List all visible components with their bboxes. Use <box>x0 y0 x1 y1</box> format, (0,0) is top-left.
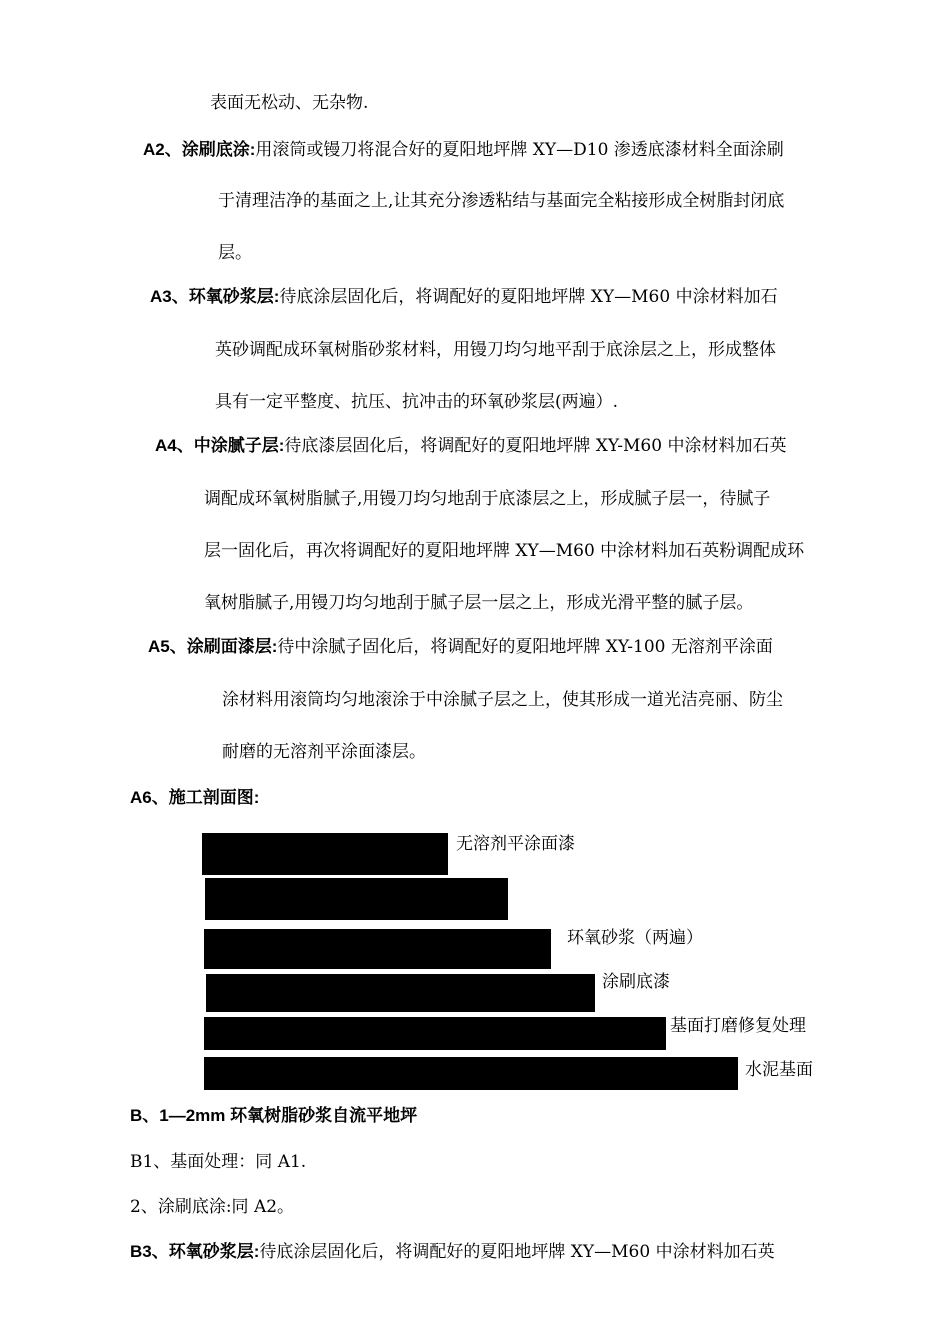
text-line: 待底涂层固化后，将调配好的夏阳地坪牌 XY—M60 中涂材料加石英 <box>259 1242 775 1262</box>
text-line: 具有一定平整度、抗压、抗冲击的环氧砂浆层(两遍）. <box>215 392 619 412</box>
section-heading: A5、涂刷面漆层: <box>148 637 278 656</box>
layer-bar-primer <box>206 974 595 1012</box>
text-line: 于清理洁净的基面之上,让其充分渗透粘结与基面完全粘接形成全树脂封闭底 <box>218 191 785 211</box>
text-line: 层。 <box>218 243 252 263</box>
layer-bar-substrate-prep <box>204 1017 666 1050</box>
section-heading: A3、环氧砂浆层: <box>150 287 280 306</box>
text-line: 层一固化后，再次将调配好的夏阳地坪牌 XY—M60 中涂材料加石英粉调配成环 <box>204 541 805 561</box>
text-line: 待中涂腻子固化后，将调配好的夏阳地坪牌 XY-100 无溶剂平涂面 <box>277 637 773 657</box>
layer-label: 无溶剂平涂面漆 <box>456 834 575 854</box>
layer-label: 基面打磨修复处理 <box>670 1016 806 1036</box>
section-heading: A2、涂刷底涂: <box>143 140 256 159</box>
section-heading: B3、环氧砂浆层: <box>130 1242 260 1261</box>
layer-label: 环氧砂浆（两遍） <box>567 928 703 948</box>
layer-bar-putty <box>205 878 508 920</box>
section-a5 <box>148 636 773 658</box>
layer-label: 水泥基面 <box>745 1060 813 1080</box>
text-line: 耐磨的无溶剂平涂面漆层。 <box>222 742 426 762</box>
section-a3 <box>150 286 778 308</box>
text-line: B1、基面处理：同 A1. <box>130 1152 307 1172</box>
section-heading-a6: A6、施工剖面图: <box>130 788 260 807</box>
section-heading: A4、中涂腻子层: <box>155 436 285 455</box>
text-line: 待底漆层固化后，将调配好的夏阳地坪牌 XY-M60 中涂材料加石英 <box>284 436 787 456</box>
text-line: 表面无松动、无杂物. <box>210 93 369 113</box>
section-b-title: B、1—2mm 环氧树脂砂浆自流平地坪 <box>130 1106 418 1125</box>
text-line: 调配成环氧树脂腻子,用镘刀均匀地刮于底漆层之上，形成腻子层一，待腻子 <box>204 489 771 509</box>
text-line: 2、涂刷底涂:同 A2。 <box>130 1197 295 1217</box>
layer-bar-topcoat <box>202 833 448 875</box>
text-line: 氧树脂腻子,用镘刀均匀地刮于腻子层一层之上，形成光滑平整的腻子层。 <box>204 593 754 613</box>
text-line: 用滚筒或镘刀将混合好的夏阳地坪牌 XY—D10 渗透底漆材料全面涂刷 <box>255 140 784 160</box>
layer-label: 涂刷底漆 <box>602 972 670 992</box>
section-a4 <box>155 435 786 457</box>
layer-bar-concrete <box>204 1057 738 1090</box>
section-a2 <box>143 139 784 161</box>
layer-bar-mortar <box>204 929 551 969</box>
text-line: 涂材料用滚筒均匀地滚涂于中涂腻子层之上，使其形成一道光洁亮丽、防尘 <box>222 690 783 710</box>
text-line: 待底涂层固化后，将调配好的夏阳地坪牌 XY—M60 中涂材料加石 <box>279 287 778 307</box>
section-b3 <box>130 1241 775 1263</box>
text-line: 英砂调配成环氧树脂砂浆材料，用镘刀均匀地平刮于底涂层之上，形成整体 <box>215 340 776 360</box>
